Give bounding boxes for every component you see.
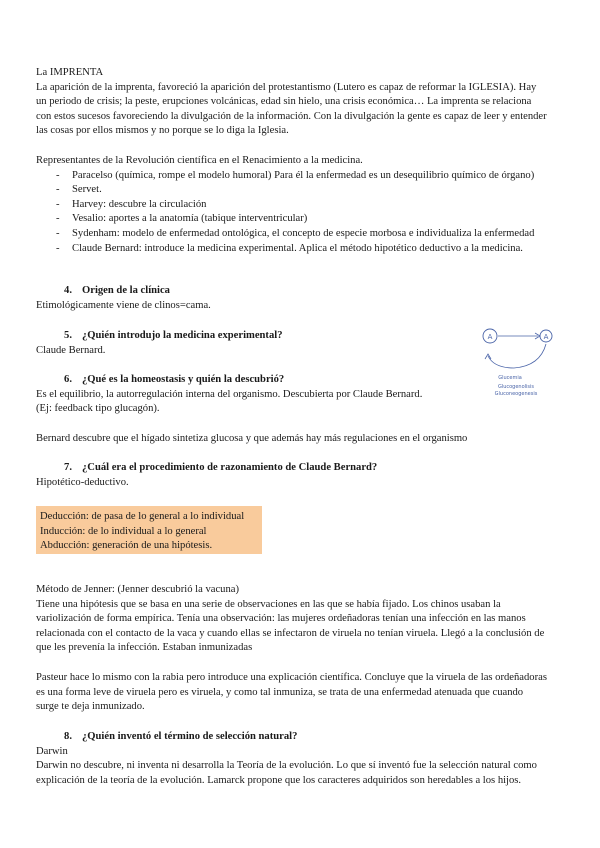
jenner-paragraph: Tiene una hipótesis que se basa en una serie de observaciones en las que se había fijado. Los chinos usaban la variolización de forma empírica. Tenía una observación: las mujeres ordeñadoras tenían una infección en las manos relacionada con el contacto de la vaca y cuando ellas se infectaron de viruela no tenían viruela. Llegó a la conclusión de que les prevenía la infección. Estaban inmunizadas xyxy=(36,598,545,654)
section-pasteur xyxy=(36,671,548,715)
question-4 xyxy=(36,284,548,313)
question-heading: 5. ¿Quién introdujo la medicina experimental? xyxy=(64,330,283,341)
jenner-title: Método de Jenner: (Jenner descubrió la vacuna) xyxy=(36,584,239,595)
list-item: - Servet. xyxy=(36,183,548,198)
section-jenner xyxy=(36,583,548,656)
question-heading: 6. ¿Qué es la homeostasis y quién la descubrió? xyxy=(64,374,285,385)
note-text: Bernard descubre que el hígado sintetiza glucosa y que además hay más regulaciones en el organismo xyxy=(36,433,468,444)
question-heading: 4. Origen de la clínica xyxy=(64,285,170,296)
diagram-label: Glucemia xyxy=(498,375,522,381)
question-8 xyxy=(36,730,560,788)
question-6 xyxy=(36,373,466,417)
list-item: - Claude Bernard: introduce la medicina experimental. Aplica el método hipotético deductivo a la medicina. xyxy=(36,242,548,257)
question-heading: 7. ¿Cuál era el procedimiento de razonamiento de Claude Bernard? xyxy=(64,462,378,473)
imprenta-title: La IMPRENTA xyxy=(36,67,104,78)
question-heading: 8. ¿Quién inventó el término de selección natural? xyxy=(64,731,298,742)
bernard-note xyxy=(36,432,548,447)
diagram-node-right-label: A xyxy=(543,333,549,341)
imprenta-paragraph: La aparición de la imprenta, favoreció la aparición del protestantismo (Lutero es capaz de reformar la IGLESIA). Hay un periodo de crisis; la peste, erupciones volcánicas, edad sin hielo, una crisis económica… La imprenta se relaciona con estos sucesos favoreciendo la divulgación de la información. Con la divulgación la gente es capaz de leer y entender las cosas por ellos mismos y no porque se lo diga la Iglesia. xyxy=(36,81,547,137)
section-representantes xyxy=(36,154,548,256)
question-5 xyxy=(36,329,548,358)
darwin-paragraph: Darwin no descubre, ni inventa ni desarrolla la Teoría de la evolución. Lo que sí inventó fue la selección natural como explicación de la teoría de la evolución. Lamarck propone que los caracteres adquiridos son heredables a los hijos. xyxy=(36,760,537,786)
question-7 xyxy=(36,461,548,490)
question-answer: Darwin xyxy=(36,745,68,757)
question-answer: Hipotético-deductivo. xyxy=(36,476,129,488)
box-line: Deducción: de pasa de lo general a lo individual xyxy=(40,511,245,522)
representantes-intro: Representantes de la Revolución científica en el Renacimiento a la medicina. xyxy=(36,155,363,166)
question-answer: (Ej: feedback tipo glucagón). xyxy=(36,403,160,415)
diagram-node-left-label: A xyxy=(487,333,493,341)
question-answer: Es el equilibrio, la autorregulación interna del organismo. Descubierta por Claude Bernard. xyxy=(36,388,423,400)
box-line: Inducción: de lo individual a lo general xyxy=(40,525,207,537)
representantes-list xyxy=(36,169,548,257)
pasteur-paragraph: Pasteur hace lo mismo con la rabia pero introduce una explicación científica. Concluye que la viruela de las ordeñadoras es una forma leve de viruela pero es viruela, y como tal inmuniza, se trata de una enfermedad atenuada que cuando surge te deja inmunizado. xyxy=(36,672,547,713)
question-answer: Claude Bernard. xyxy=(36,344,106,356)
diagram-return-curve xyxy=(488,344,546,368)
homeostasis-feedback-diagram xyxy=(474,322,554,400)
list-item: - Sydenham: modelo de enfermedad ontológica, el concepto de especie morbosa e individualiza la enfermedad xyxy=(36,227,548,242)
diagram-label: Glucogenolisis xyxy=(497,384,535,390)
section-imprenta xyxy=(36,66,548,139)
question-answer: Etimológicamente viene de clinos=cama. xyxy=(36,299,211,311)
list-item: - Harvey: descubre la circulación xyxy=(36,198,548,213)
list-item: - Paracelso (química, rompe el modelo humoral) Para él la enfermedad es un desequilibrio químico de órgano) xyxy=(36,169,548,184)
list-item: - Vesalio: aportes a la anatomía (tabique interventricular) xyxy=(36,212,548,227)
box-line: Abducción: generación de una hipótesis. xyxy=(40,540,213,552)
diagram-label: Gluconeogenesis xyxy=(494,391,538,397)
reasoning-types-box xyxy=(36,506,262,554)
